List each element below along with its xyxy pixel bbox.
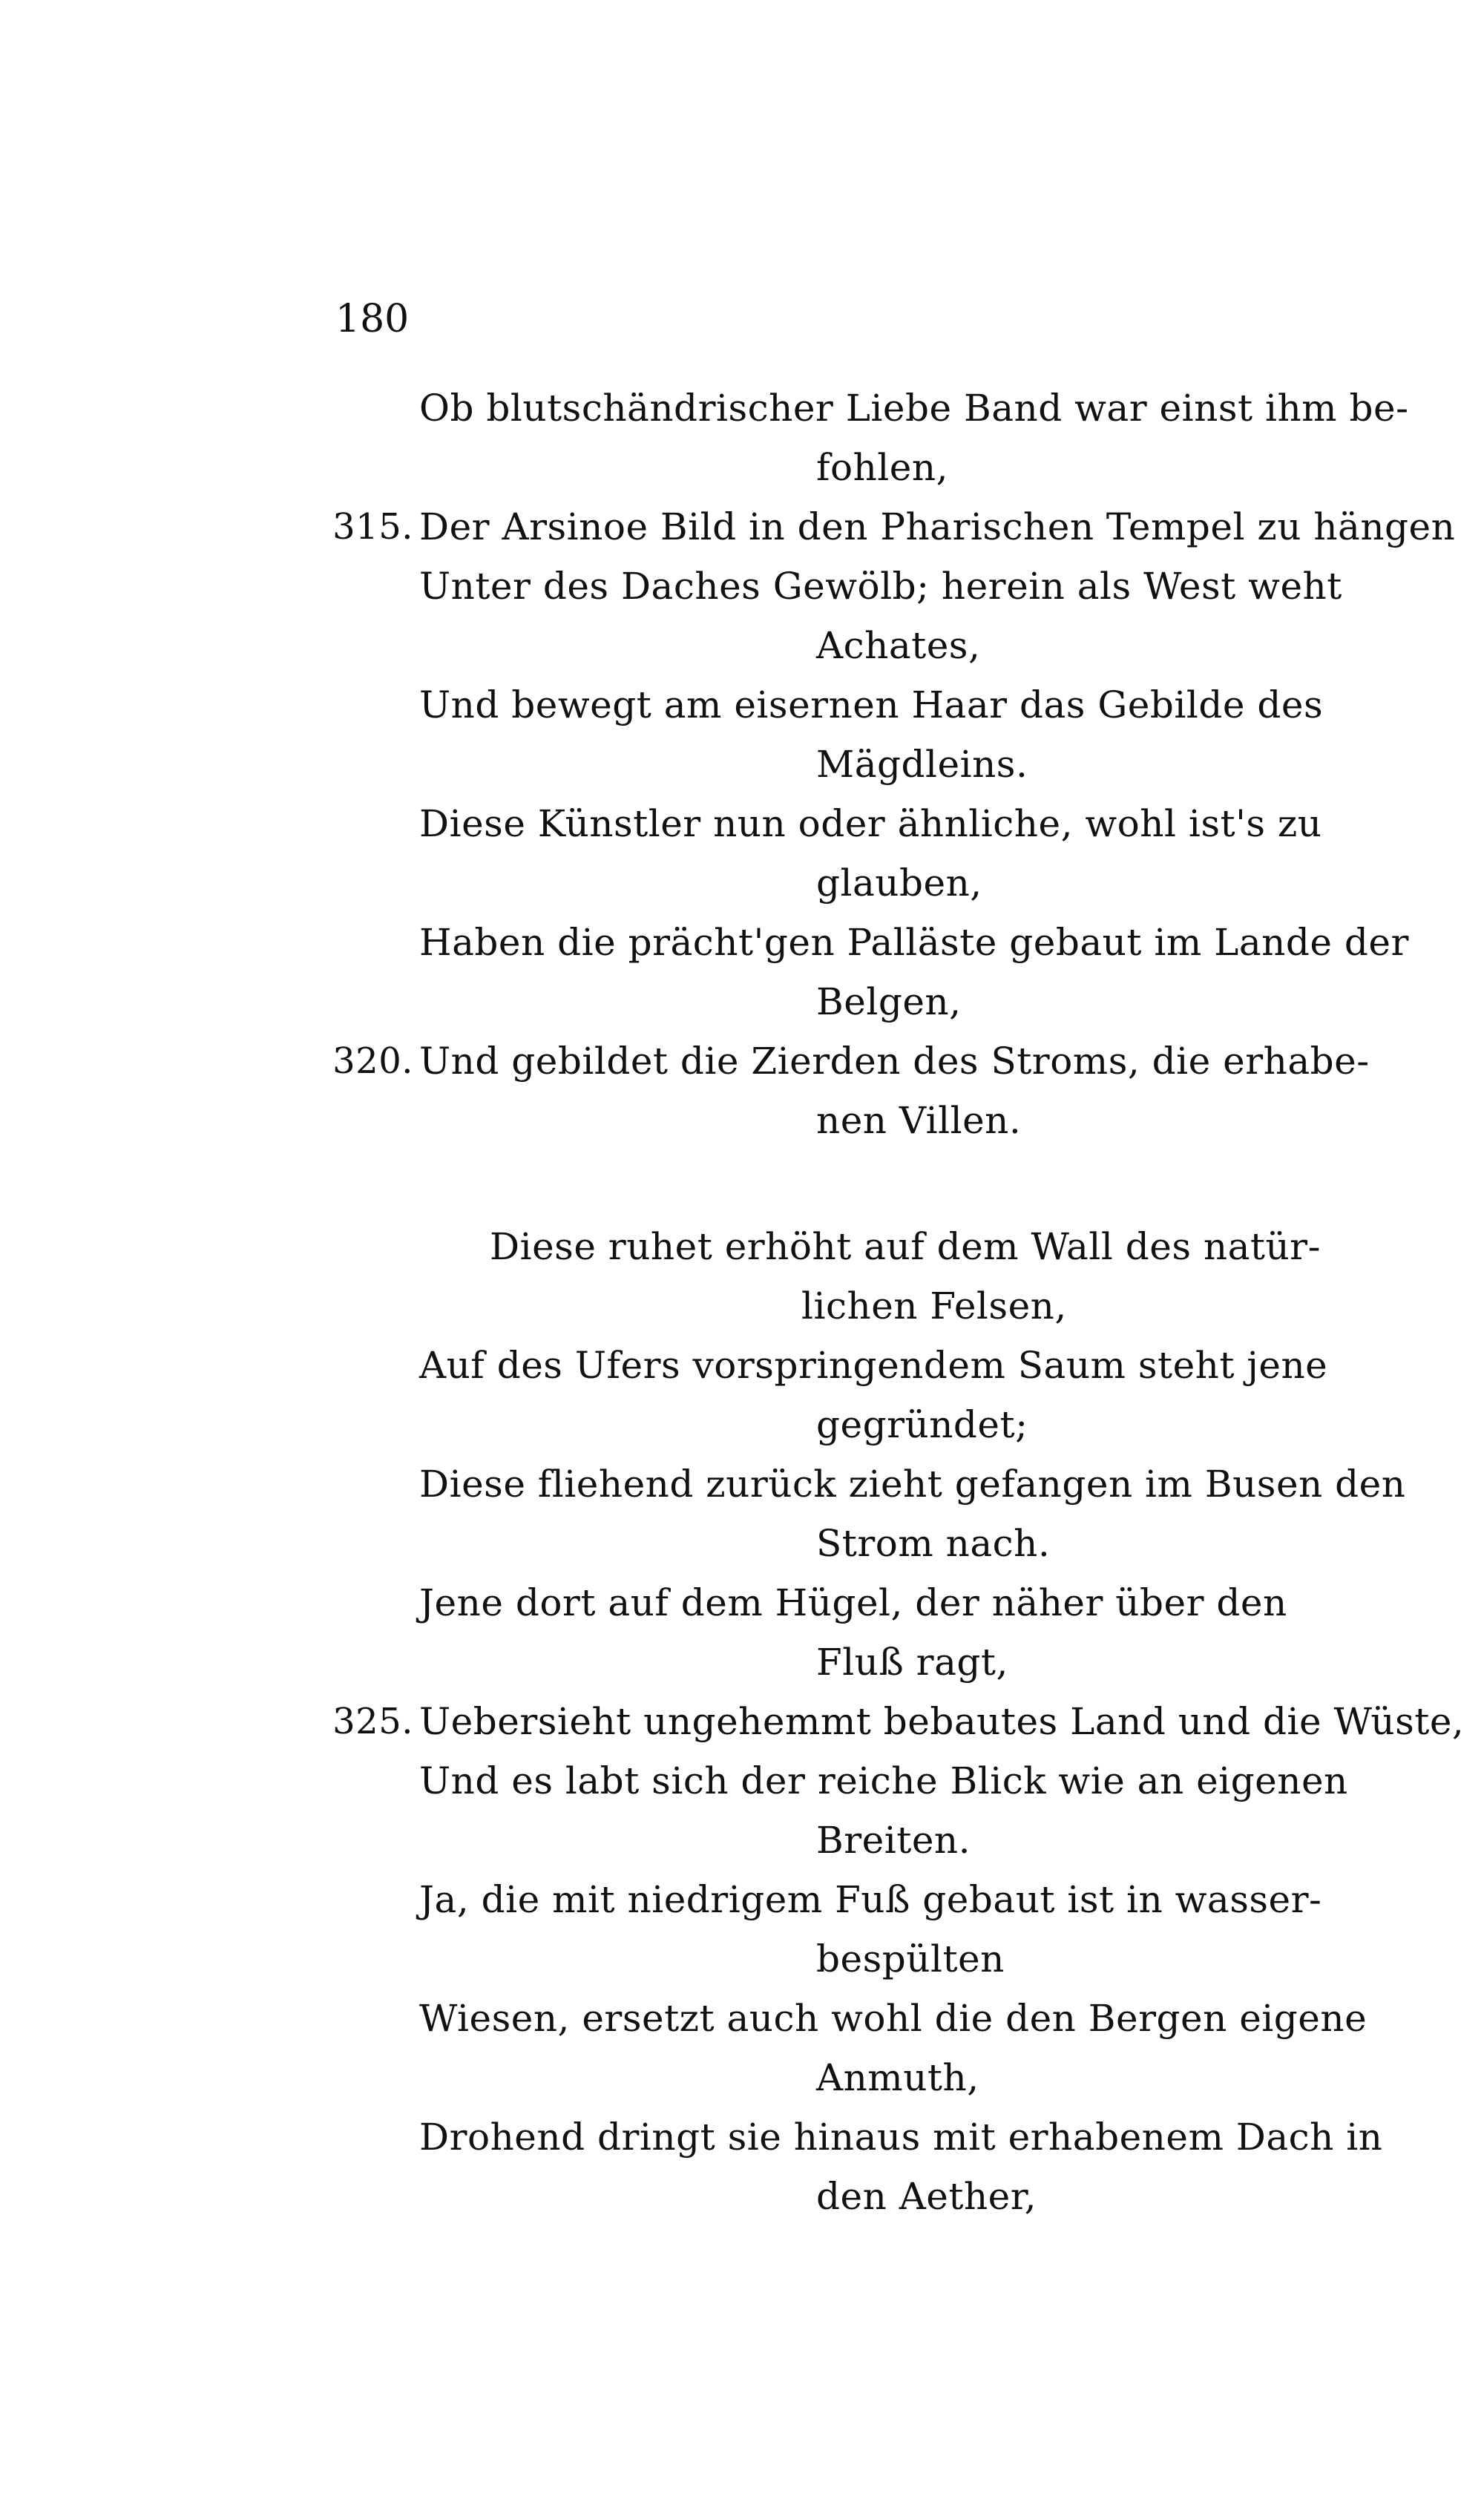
page-number: 180 — [335, 297, 410, 341]
verse-text: Strom nach. — [816, 1522, 1051, 1565]
verse-text: Fluß ragt, — [816, 1641, 1008, 1684]
verse-continuation — [816, 1521, 1050, 1566]
verse-text: den Aether, — [816, 2175, 1037, 2218]
line-number: 320. — [332, 1040, 413, 1082]
verse-line — [332, 1039, 1370, 1083]
verse-text: Diese ruhet erhöht auf dem Wall des natür- — [490, 1225, 1321, 1268]
verse-text: Und gebildet die Zierden des Stroms, die erhabe- — [419, 1040, 1370, 1083]
verse-continuation — [816, 742, 1028, 787]
verse-text: Uebersieht ungehemmt bebautes Land und die Wüste, — [419, 1700, 1465, 1743]
verse-line — [419, 2115, 1382, 2159]
verse-continuation — [801, 1284, 1067, 1328]
verse-text: Mägdleins. — [816, 743, 1028, 786]
line-number: 325. — [332, 1701, 413, 1742]
verse-text: Anmuth, — [816, 2056, 979, 2099]
verse-line — [419, 1996, 1367, 2041]
verse-continuation — [816, 1402, 1028, 1447]
verse-line — [332, 505, 1456, 549]
verse-line — [419, 386, 1408, 430]
verse-line — [419, 1581, 1287, 1625]
verse-text: Auf des Ufers vorspringendem Saum steht jene — [419, 1344, 1328, 1387]
verse-text: Der Arsinoe Bild in den Pharischen Tempel zu hängen — [419, 505, 1456, 548]
verse-text: Diese Künstler nun oder ähnliche, wohl ist's zu — [419, 802, 1322, 845]
verse-text: Haben die prächt'gen Palläste gebaut im Lande der — [419, 921, 1409, 964]
verse-continuation — [816, 861, 982, 905]
verse-text: Belgen, — [816, 980, 962, 1023]
verse-text: Drohend dringt sie hinaus mit erhabenem Dach in — [419, 2116, 1383, 2159]
verse-text: gegründet; — [816, 1403, 1028, 1446]
verse-line — [419, 801, 1322, 846]
verse-line — [419, 1343, 1327, 1388]
verse-line — [419, 1877, 1322, 1922]
verse-text: Achates, — [816, 624, 981, 667]
verse-text: nen Villen. — [816, 1099, 1022, 1142]
verse-continuation — [816, 445, 948, 490]
verse-text: fohlen, — [816, 446, 948, 489]
verse-text: Jene dort auf dem Hügel, der näher über den — [419, 1581, 1287, 1624]
verse-text: Unter des Daches Gewölb; herein als West weht — [419, 565, 1342, 608]
verse-line — [419, 920, 1409, 965]
verse-text: Diese fliehend zurück zieht gefangen im Busen den — [419, 1463, 1406, 1506]
verse-line — [419, 683, 1323, 727]
line-number: 315. — [332, 506, 413, 548]
verse-text: Ob blutschändrischer Liebe Band war einst ihm be- — [419, 387, 1409, 430]
verse-continuation — [816, 1937, 1005, 1981]
verse-continuation — [816, 1640, 1008, 1684]
verse-continuation — [816, 1818, 971, 1863]
verse-text: bespülten — [816, 1937, 1005, 1981]
verse-continuation — [816, 1098, 1021, 1143]
verse-text: lichen Felsen, — [801, 1284, 1067, 1328]
verse-continuation — [816, 623, 980, 668]
verse-text: Ja, die mit niedrigem Fuß gebaut ist in wasser- — [419, 1878, 1322, 1921]
verse-line — [332, 1699, 1465, 1744]
verse-continuation — [816, 979, 962, 1024]
verse-line — [419, 1462, 1405, 1506]
verse-text: Und es labt sich der reiche Blick wie an eigenen — [419, 1759, 1348, 1802]
verse-text: glauben, — [816, 862, 982, 905]
verse-line — [490, 1224, 1321, 1269]
verse-continuation — [816, 2174, 1037, 2219]
verse-line — [419, 1759, 1348, 1803]
verse-continuation — [816, 2055, 979, 2100]
verse-text: Wiesen, ersetzt auch wohl die den Bergen eigene — [419, 1997, 1368, 2040]
verse-text: Und bewegt am eisernen Haar das Gebilde des — [419, 683, 1324, 726]
verse-line — [419, 564, 1342, 608]
verse-text: Breiten. — [816, 1819, 971, 1862]
